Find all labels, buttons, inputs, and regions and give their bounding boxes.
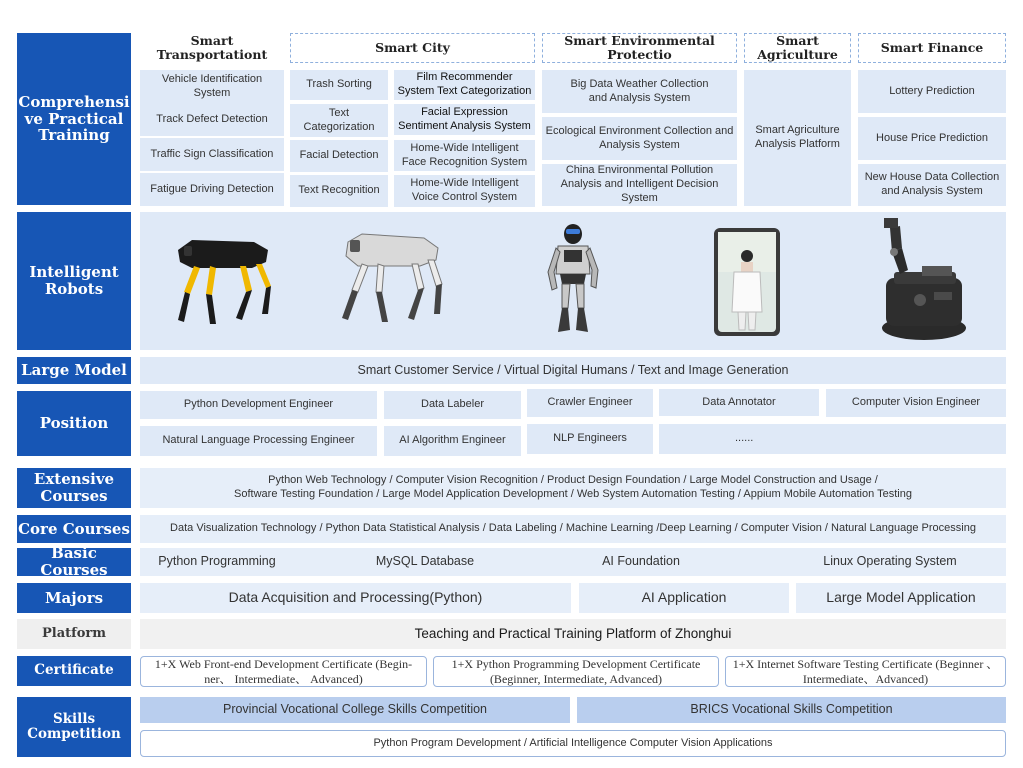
item-agriculture-platform: Smart Agriculture Analysis Platform bbox=[744, 70, 851, 206]
item-vehicle-identification: Vehicle Identification System bbox=[140, 70, 284, 103]
label-certificate: Certificate bbox=[17, 656, 131, 686]
wheeled-robot-arm bbox=[872, 216, 972, 346]
position-nlp-engineers: NLP Engineers bbox=[527, 424, 653, 454]
item-text-categorization: Text Categorization bbox=[290, 104, 388, 137]
position-nlp-engineer: Natural Language Processing Engineer bbox=[140, 426, 377, 456]
item-house-price: House Price Prediction bbox=[858, 117, 1006, 160]
label-majors: Majors bbox=[17, 583, 131, 613]
label-extensive: Extensive Courses bbox=[17, 468, 131, 508]
competition-brics: BRICS Vocational Skills Competition bbox=[577, 697, 1006, 723]
position-cv-engineer: Computer Vision Engineer bbox=[826, 389, 1006, 417]
yellow-legged-robot-dog bbox=[170, 222, 278, 332]
header-smart-environmental: Smart Environmental Protectio bbox=[542, 33, 737, 63]
label-core: Core Courses bbox=[17, 515, 131, 543]
competition-provincial: Provincial Vocational College Skills Competition bbox=[140, 697, 570, 723]
position-data-annotator: Data Annotator bbox=[659, 389, 819, 416]
label-basic: Basic Courses bbox=[17, 548, 131, 576]
major-large-model: Large Model Application bbox=[796, 583, 1006, 613]
item-text-recognition: Text Recognition bbox=[290, 175, 388, 207]
certificate-web-frontend: 1+X Web Front-end Development Certificate (Begin-ner、 Intermediate、 Advanced) bbox=[140, 656, 427, 687]
label-platform: Platform bbox=[17, 619, 131, 649]
header-smart-agriculture: Smart Agriculture bbox=[744, 33, 851, 63]
header-smart-finance: Smart Finance bbox=[858, 33, 1006, 63]
extensive-line-2: Software Testing Foundation / Large Model Application Development / Web System Automation Testing / Appium Mobile Automation Testing bbox=[234, 488, 912, 500]
label-skills: Skills Competition bbox=[17, 697, 131, 757]
item-face-recognition-home: Home-Wide Intelligent Face Recognition System bbox=[394, 140, 535, 171]
core-courses-list: Data Visualization Technology / Python Data Statistical Analysis / Data Labeling / Machine Learning /Deep Learning / Computer Vision / Natural Language Processing bbox=[140, 515, 1006, 543]
item-weather-collection: Big Data Weather Collection and Analysis System bbox=[542, 70, 737, 113]
position-more: ...... bbox=[659, 424, 1006, 454]
platform-name: Teaching and Practical Training Platform of Zhonghui bbox=[140, 619, 1006, 649]
header-smart-city: Smart City bbox=[290, 33, 535, 63]
item-ecological-environment: Ecological Environment Collection and Analysis System bbox=[542, 117, 737, 160]
major-data-acquisition: Data Acquisition and Processing(Python) bbox=[140, 583, 571, 613]
item-new-house-data: New House Data Collection and Analysis System bbox=[858, 164, 1006, 206]
item-voice-control-home: Home-Wide Intelligent Voice Control System bbox=[394, 175, 535, 207]
label-large-model: Large Model bbox=[17, 357, 131, 384]
skills-applications: Python Program Development / Artificial Intelligence Computer Vision Applications bbox=[140, 730, 1006, 757]
item-facial-detection: Facial Detection bbox=[290, 140, 388, 172]
position-python-dev: Python Development Engineer bbox=[140, 391, 377, 419]
position-ai-algorithm: AI Algorithm Engineer bbox=[384, 426, 521, 456]
item-trash-sorting: Trash Sorting bbox=[290, 70, 388, 100]
certificate-software-testing: 1+X Internet Software Testing Certificate (Beginner 、 Intermediate、Advanced) bbox=[725, 656, 1006, 687]
item-track-defect: Track Defect Detection bbox=[140, 103, 284, 136]
extensive-line-1: Python Web Technology / Computer Vision Recognition / Product Design Foundation / Large Model Construction and Usage / bbox=[268, 474, 878, 487]
basic-linux: Linux Operating System bbox=[823, 554, 957, 569]
header-smart-transportation: Smart Transportationt bbox=[140, 33, 284, 63]
major-ai-application: AI Application bbox=[579, 583, 789, 613]
basic-mysql: MySQL Database bbox=[375, 554, 475, 569]
label-training: Comprehensi ve Practical Training bbox=[17, 33, 131, 205]
position-data-labeler: Data Labeler bbox=[384, 391, 521, 419]
humanoid-robot bbox=[540, 222, 604, 338]
certificate-python-programming: 1+X Python Programming Development Certificate (Beginner, Intermediate, Advanced) bbox=[433, 656, 719, 687]
extensive-courses-list bbox=[140, 468, 1006, 508]
white-robot-dog bbox=[328, 226, 450, 334]
item-film-recommender: Film Recommender System Text Categorization bbox=[394, 70, 535, 100]
basic-python-programming: Python Programming bbox=[158, 554, 276, 569]
position-crawler: Crawler Engineer bbox=[527, 389, 653, 417]
large-model-applications: Smart Customer Service / Virtual Digital Humans / Text and Image Generation bbox=[140, 357, 1006, 384]
basic-ai-foundation: AI Foundation bbox=[602, 554, 680, 569]
item-facial-expression: Facial Expression Sentiment Analysis System bbox=[394, 104, 535, 135]
item-pollution-analysis: China Environmental Pollution Analysis and Intelligent Decision System bbox=[542, 164, 737, 206]
label-robots: Intelligent Robots bbox=[17, 212, 131, 350]
label-position: Position bbox=[17, 391, 131, 456]
item-fatigue-driving: Fatigue Driving Detection bbox=[140, 173, 284, 206]
item-lottery-prediction: Lottery Prediction bbox=[858, 70, 1006, 113]
item-traffic-sign: Traffic Sign Classification bbox=[140, 138, 284, 171]
digital-human-display-capsule bbox=[712, 226, 782, 338]
